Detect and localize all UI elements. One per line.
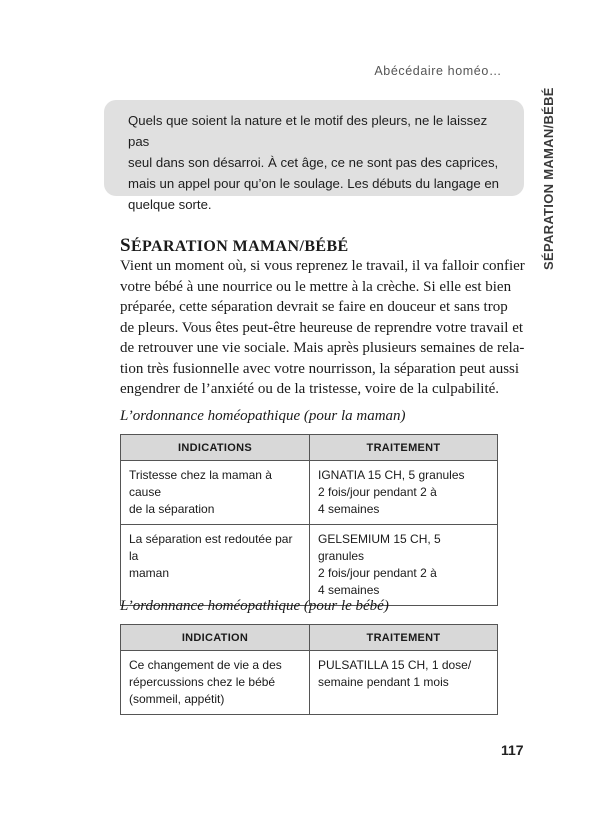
table-row: [121, 461, 498, 525]
cell-line: (sommeil, appétit): [129, 692, 225, 706]
running-head: Abécédaire homéo…: [374, 64, 502, 78]
cell-line: de la séparation: [129, 502, 215, 516]
cell-line: Tristesse chez la maman à cause: [129, 468, 272, 499]
cell-line: PULSATILLA 15 CH, 1 dose/: [318, 658, 472, 672]
body-line: Vient un moment où, si vous reprenez le travail, il va falloir confier: [120, 258, 525, 274]
callout-box: [104, 100, 524, 212]
cell-line: 4 semaines: [318, 583, 380, 597]
cell-line: semaine pendant 1 mois: [318, 675, 449, 689]
callout-line: mais un appel pour qu’on le soulage. Les débuts du langage en: [128, 176, 499, 191]
cell-line: 2 fois/jour pendant 2 à: [318, 485, 437, 499]
column-header-indications: INDICATIONS: [121, 435, 310, 461]
traitement-cell: [310, 525, 498, 606]
body-line: de retrouver une vie sociale. Mais après plusieurs semaines de rela-: [120, 340, 525, 356]
table-row: [121, 525, 498, 606]
section-title-initial: S: [120, 235, 131, 256]
body-line: préparée, cette séparation devrait se faire en douceur et sans trop: [120, 299, 508, 315]
side-tab-chapter: SÉPARATION MAMAN/BÉBÉ: [541, 87, 556, 270]
body-line: tion très fusionnelle avec votre nourrisson, la séparation peut aussi: [120, 360, 520, 377]
body-line: de pleurs. Vous êtes peut-être heureuse de reprendre votre travail et: [120, 319, 524, 336]
body-line: votre bébé à une nourrice ou le mettre à la crèche. Si elle est bien: [120, 278, 512, 295]
body-paragraph: [120, 256, 525, 400]
cell-line: IGNATIA 15 CH, 5 granules: [318, 468, 465, 482]
column-header-traitement: TRAITEMENT: [310, 625, 498, 651]
traitement-cell: [310, 461, 498, 525]
indication-cell: [121, 525, 310, 606]
traitement-cell: [310, 651, 498, 715]
section-title: [120, 235, 349, 257]
callout-line: quelque sorte.: [128, 197, 212, 212]
page-number: 117: [501, 742, 524, 758]
cell-line: 2 fois/jour pendant 2 à: [318, 566, 437, 580]
indication-cell: [121, 651, 310, 715]
table-heading-bebe: L’ordonnance homéopathique (pour le bébé): [120, 598, 389, 614]
table-heading-maman: L’ordonnance homéopathique (pour la maman): [120, 408, 406, 424]
column-header-traitement: TRAITEMENT: [310, 435, 498, 461]
callout-line: seul dans son désarroi. À cet âge, ce ne sont pas des caprices,: [128, 155, 499, 170]
cell-line: 4 semaines: [318, 502, 380, 516]
column-header-indication: INDICATION: [121, 625, 310, 651]
indication-cell: [121, 461, 310, 525]
cell-line: La séparation est redoutée par la: [129, 532, 293, 563]
cell-line: répercussions chez le bébé: [129, 675, 276, 689]
prescription-table-maman: [120, 434, 498, 606]
cell-line: GELSEMIUM 15 CH, 5 granules: [318, 532, 441, 563]
section-title-rest: ÉPARATION MAMAN/BÉBÉ: [130, 238, 349, 255]
cell-line: Ce changement de vie a des: [129, 658, 282, 672]
prescription-table-bebe: [120, 624, 498, 715]
table-row: [121, 651, 498, 715]
callout-line: Quels que soient la nature et le motif des pleurs, ne le laissez pas: [128, 113, 488, 149]
cell-line: maman: [129, 566, 170, 580]
body-line: engendrer de l’anxiété ou de la tristesse, voire de la culpabilité.: [120, 381, 500, 397]
